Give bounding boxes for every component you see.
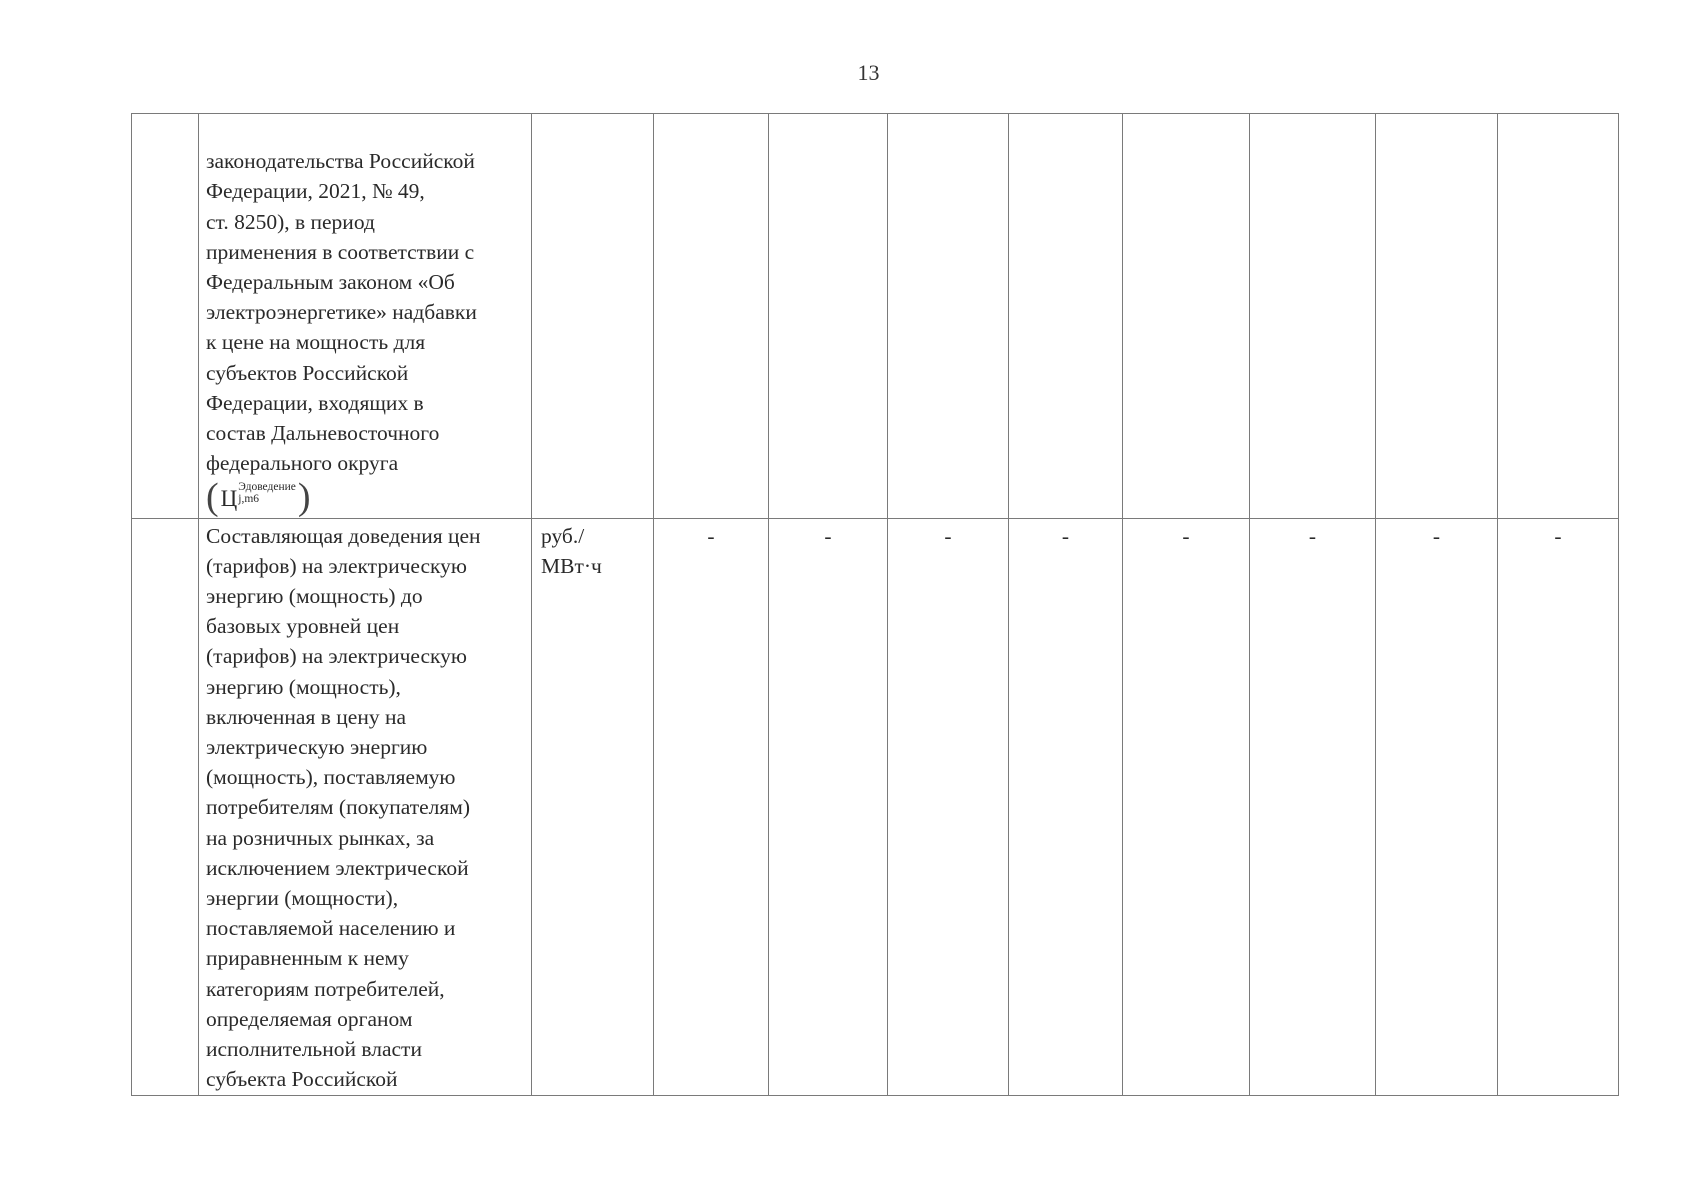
value-cell bbox=[654, 114, 769, 519]
value-cell bbox=[1123, 114, 1250, 519]
value-cell bbox=[769, 114, 888, 519]
value-cell: - bbox=[1376, 518, 1498, 1095]
formula-scripts bbox=[238, 481, 296, 505]
value-cell: - bbox=[769, 518, 888, 1095]
formula-symbol bbox=[221, 481, 296, 513]
value-cell: - bbox=[1009, 518, 1123, 1095]
value-cell: - bbox=[1250, 518, 1376, 1095]
value-cell bbox=[1376, 114, 1498, 519]
formula-open-paren: ( bbox=[206, 476, 219, 519]
description-cell bbox=[199, 114, 532, 519]
value-cell: - bbox=[1123, 518, 1250, 1095]
value-cell bbox=[1009, 114, 1123, 519]
formula-base: Ц bbox=[220, 486, 238, 512]
page-number: 13 bbox=[857, 60, 880, 85]
row-number-cell bbox=[132, 114, 199, 519]
value-cell: - bbox=[654, 518, 769, 1095]
value-cell bbox=[1498, 114, 1619, 519]
table-row bbox=[132, 114, 1619, 519]
formula-close-paren: ) bbox=[297, 476, 311, 519]
value-cell bbox=[888, 114, 1009, 519]
value-cell: - bbox=[888, 518, 1009, 1095]
unit-cell bbox=[532, 114, 654, 519]
row-number-cell bbox=[132, 518, 199, 1095]
value-cell: - bbox=[1498, 518, 1619, 1095]
table-row bbox=[132, 518, 1619, 1095]
value-cell bbox=[1250, 114, 1376, 519]
formula-subscript: j,m6 bbox=[238, 493, 260, 506]
document-table bbox=[131, 113, 1619, 1096]
unit-cell: руб./ МВт·ч bbox=[532, 518, 654, 1095]
formula-superscript: Эдоведение bbox=[238, 481, 296, 494]
price-formula bbox=[206, 476, 311, 519]
description-text: законодательства Российской Федерации, 2021, № 49, ст. 8250), в период применения в соответствии с Федеральным законом «Об электроэнергетике» надбавки к цене на мощность для субъектов Российской Федерации, входящих в состав Дальневосточного федерального округа bbox=[206, 149, 477, 476]
description-cell: Составляющая доведения цен (тарифов) на электрическую энергию (мощность) до базовых уровней цен (тарифов) на электрическую энергию (мощность), включенная в цену на электрическую энергию (мощность), поставляемую потребителям (покупателям) на розничных рынках, за исключением электрической энергии (мощности), поставляемой населению и приравненным к нему категориям потребителей, определяемая органом исполнительной власти субъекта Российской bbox=[199, 518, 532, 1095]
